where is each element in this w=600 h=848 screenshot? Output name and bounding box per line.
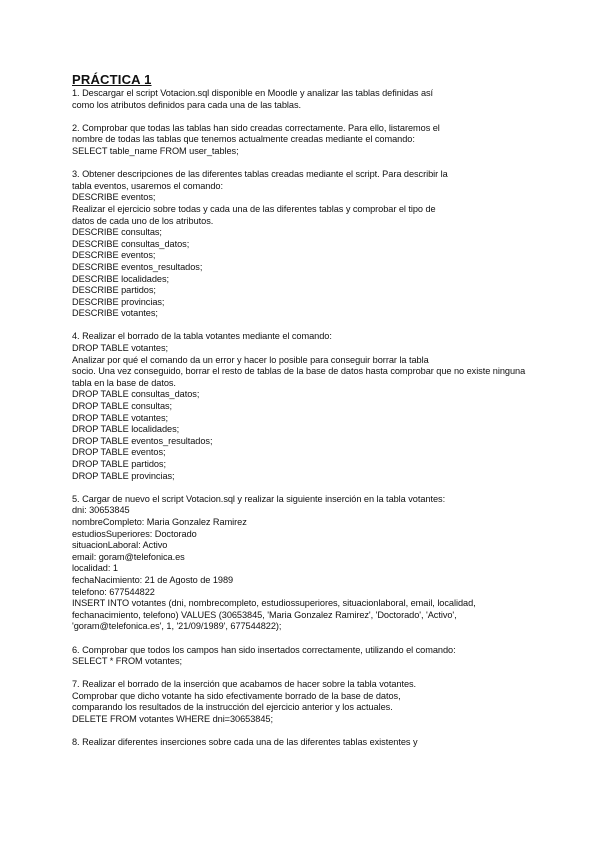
text-line: DROP TABLE consultas; <box>72 401 173 412</box>
blank-line <box>72 320 592 332</box>
text-line: fechanacimiento, telefono) VALUES (30653845, 'Maria Gonzalez Ramirez', 'Doctorado', 'Activo', <box>72 609 457 620</box>
text-line: Comprobar que dicho votante ha sido efectivamente borrado de la base de datos, <box>72 690 401 701</box>
text-line: DROP TABLE provincias; <box>72 470 175 481</box>
blank-line <box>72 633 592 645</box>
text-line: DESCRIBE eventos; <box>72 192 156 203</box>
text-line: DESCRIBE eventos; <box>72 250 156 261</box>
text-line: nombre de todas las tablas que tenemos actualmente creadas mediante el comando: <box>72 134 415 145</box>
text-line: DELETE FROM votantes WHERE dni=30653845; <box>72 714 273 725</box>
text-line: 8. Realizar diferentes inserciones sobre cada una de las diferentes tablas existentes y <box>72 737 418 748</box>
text-line: DESCRIBE partidos; <box>72 285 156 296</box>
text-line: nombreCompleto: Maria Gonzalez Ramirez <box>72 516 247 527</box>
text-line: SELECT * FROM votantes; <box>72 656 182 667</box>
text-line: DROP TABLE partidos; <box>72 459 166 469</box>
text-line: 6. Comprobar que todos los campos han sido insertados correctamente, utilizando el comando: <box>72 644 456 655</box>
text-line: 4. Realizar el borrado de la tabla votantes mediante el comando: <box>72 331 332 342</box>
text-line: DESCRIBE localidades; <box>72 273 169 284</box>
text-line: Realizar el ejercicio sobre todas y cada una de las diferentes tablas y comprobar el tipo de <box>72 203 436 214</box>
text-line: fechaNacimiento: 21 de Agosto de 1989 <box>72 574 234 585</box>
text-line: situacionLaboral: Activo <box>72 540 168 551</box>
blank-line <box>72 111 592 123</box>
text-line: DROP TABLE localidades; <box>72 424 180 435</box>
text-line: estudiosSuperiores: Doctorado <box>72 528 197 539</box>
text-line: DESCRIBE provincias; <box>72 296 165 307</box>
text-line: 1. Descargar el script Votacion.sql disponible en Moodle y analizar las tablas definidas así <box>72 88 434 98</box>
text-line: DROP TABLE votantes; <box>72 343 169 354</box>
text-line: socio. Una vez conseguido, borrar el resto de tablas de la base de datos hasta comprobar que no existe ninguna <box>72 366 526 377</box>
text-line: telefono: 677544822 <box>72 586 155 597</box>
text-line: dni: 30653845 <box>72 505 130 516</box>
text-line: DESCRIBE consultas; <box>72 227 162 238</box>
text-line: Analizar por qué el comando da un error y hacer lo posible para conseguir borrar la tabla <box>72 354 429 365</box>
page-title: PRÁCTICA 1 <box>72 72 152 87</box>
text-line: INSERT INTO votantes (dni, nombrecompleto, estudiossuperiores, situacionlaboral, email, localidad, <box>72 598 476 609</box>
text-line: DESCRIBE eventos_resultados; <box>72 261 203 272</box>
text-line: 2. Comprobar que todas las tablas han sido creadas correctamente. Para ello, listaremos el <box>72 122 440 133</box>
text-line: 3. Obtener descripciones de las diferentes tablas creadas mediante el script. Para describir la <box>72 169 448 180</box>
blank-line <box>72 726 592 738</box>
text-line: tabla eventos, usaremos el comando: <box>72 180 223 191</box>
text-line: SELECT table_name FROM user_tables; <box>72 145 239 156</box>
text-line: DROP TABLE eventos_resultados; <box>72 435 213 446</box>
text-line: DROP TABLE consultas_datos; <box>72 389 200 400</box>
document-body <box>72 88 592 749</box>
text-line: 7. Realizar el borrado de la inserción que acabamos de hacer sobre la tabla votantes. <box>72 679 417 690</box>
text-line: 'goram@telefonica.es', 1, '21/09/1989', 677544822); <box>72 621 282 632</box>
text-line: tabla en la base de datos. <box>72 377 176 388</box>
blank-line <box>72 668 592 680</box>
text-line: DESCRIBE consultas_datos; <box>72 238 190 249</box>
blank-line <box>72 158 592 170</box>
text-line: DROP TABLE votantes; <box>72 412 169 423</box>
text-line: localidad: 1 <box>72 563 118 574</box>
text-line: como los atributos definidos para cada una de las tablas. <box>72 99 302 110</box>
text-line: DESCRIBE votantes; <box>72 308 158 319</box>
text-line: 5. Cargar de nuevo el script Votacion.sql y realizar la siguiente inserción en la tabla votantes: <box>72 493 446 504</box>
text-line: datos de cada uno de los atributos. <box>72 215 214 226</box>
text-line: email: goram@telefonica.es <box>72 551 185 562</box>
blank-line <box>72 482 592 494</box>
text-line: DROP TABLE eventos; <box>72 447 166 458</box>
text-line: comparando los resultados de la instrucción del ejercicio anterior y los actuales. <box>72 702 393 713</box>
